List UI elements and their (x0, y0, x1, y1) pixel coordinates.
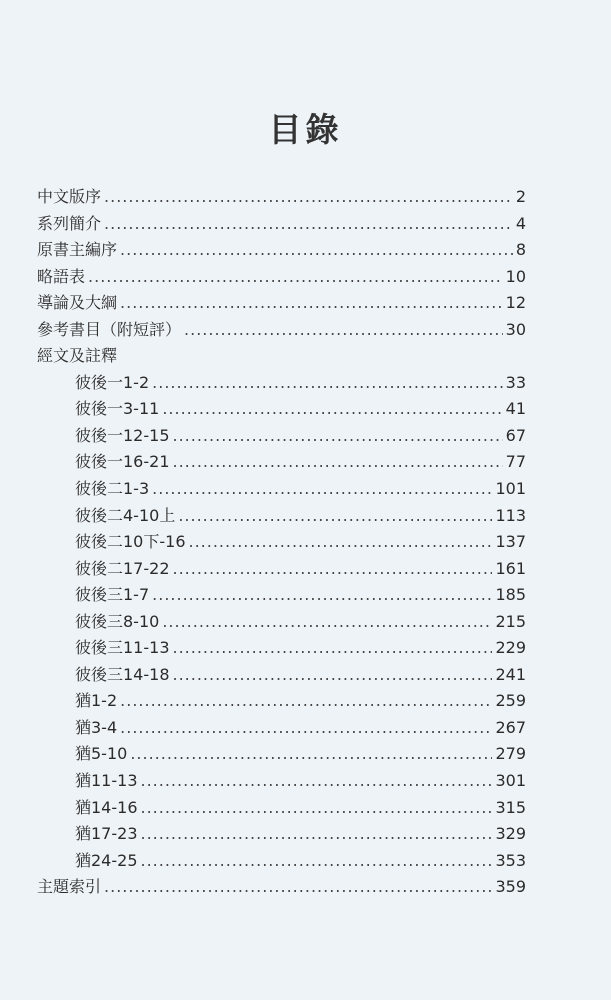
toc-subentry (37, 582, 526, 609)
toc-entry-page: 4 (515, 213, 526, 233)
toc-entry-page: 185 (495, 585, 526, 605)
toc-entry-label: 主題索引 (37, 877, 102, 897)
toc-entry-page: 30 (505, 319, 526, 339)
dot-leader (120, 237, 513, 263)
toc-subentry (37, 423, 526, 450)
toc-entry-label: 猶24-25 (75, 850, 138, 870)
toc-entry-label: 中文版序 (37, 187, 102, 206)
dot-leader (104, 211, 513, 237)
toc-subentry (37, 662, 526, 689)
toc-entry (37, 317, 526, 344)
toc-entry-page: 8 (515, 240, 526, 260)
toc-subentry (37, 635, 526, 662)
toc-section-heading (37, 343, 526, 370)
toc-entry-page: 329 (495, 824, 526, 844)
toc-subentry (37, 795, 526, 822)
toc-entry-label: 系列簡介 (37, 213, 102, 233)
toc-entry-page: 67 (505, 425, 526, 445)
dot-leader (173, 556, 493, 582)
toc-entry-label: 導論及大綱 (37, 293, 118, 313)
toc-entry-label: 猶5-10 (75, 744, 128, 764)
dot-leader (189, 529, 493, 555)
toc-entry-label: 彼後二17-22 (75, 558, 170, 578)
toc-subentry (37, 476, 526, 503)
dot-leader (130, 741, 492, 767)
toc-entry (37, 264, 526, 291)
toc-subentry (37, 688, 526, 715)
dot-leader (88, 264, 503, 290)
toc-subentry (37, 396, 526, 423)
dot-leader (120, 290, 503, 316)
toc-entry-page: 33 (505, 372, 526, 392)
dot-leader (120, 715, 492, 741)
toc-entry-label: 猶14-16 (75, 797, 138, 817)
dot-leader (104, 184, 513, 210)
toc-entry-page: 259 (495, 691, 526, 711)
toc-entry (37, 211, 526, 238)
table-of-contents (37, 184, 526, 901)
toc-entry-page: 301 (495, 771, 526, 791)
toc-entry-label: 彼後三8-10 (75, 611, 160, 631)
toc-subentry (37, 556, 526, 583)
toc-subentry (37, 609, 526, 636)
toc-entry-label: 彼後三14-18 (75, 664, 170, 684)
dot-leader (178, 503, 492, 529)
toc-entry-page: 359 (495, 877, 526, 897)
toc-subentry (37, 503, 526, 530)
toc-entry-page: 12 (505, 293, 526, 313)
dot-leader (104, 874, 492, 900)
toc-entry-label: 彼後一12-15 (75, 425, 170, 445)
dot-leader (141, 848, 493, 874)
toc-entry-label: 猶1-2 (75, 691, 118, 711)
toc-entry-label: 彼後一1-2 (75, 372, 150, 392)
toc-entry-page: 161 (495, 558, 526, 578)
toc-entry-label: 原書主編序 (37, 240, 118, 260)
dot-leader (152, 582, 492, 608)
dot-leader (141, 768, 493, 794)
toc-entry (37, 184, 526, 211)
toc-entry-label: 略語表 (37, 266, 86, 286)
toc-entry-page: 267 (495, 717, 526, 737)
dot-leader (173, 449, 503, 475)
toc-entry-label: 彼後三11-13 (75, 638, 170, 658)
toc-entry-page: 279 (495, 744, 526, 764)
toc-entry-label: 彼後一16-21 (75, 452, 170, 472)
dot-leader (152, 476, 492, 502)
toc-entry-label: 經文及註釋 (37, 346, 118, 366)
dot-leader (152, 370, 503, 396)
toc-entry-label: 參考書目（附短評） (37, 319, 182, 339)
toc-subentry (37, 821, 526, 848)
toc-entry-page: 241 (495, 664, 526, 684)
toc-entry-page: 41 (505, 399, 526, 419)
toc-entry-page: 215 (495, 611, 526, 631)
toc-subentry (37, 449, 526, 476)
toc-subentry (37, 741, 526, 768)
toc-entry (37, 290, 526, 317)
toc-subentry (37, 370, 526, 397)
toc-entry-page: 113 (495, 505, 526, 525)
toc-entry-label: 猶11-13 (75, 771, 138, 791)
dot-leader (184, 317, 503, 343)
toc-entry-label: 猶3-4 (75, 717, 118, 737)
dot-leader (162, 609, 492, 635)
toc-entry (37, 237, 526, 264)
dot-leader (173, 662, 493, 688)
toc-entry-page: 353 (495, 850, 526, 870)
toc-entry-label: 彼後一3-11 (75, 399, 160, 419)
toc-entry-page: 77 (505, 452, 526, 472)
toc-entry-label: 彼後二4-10上 (75, 505, 176, 525)
toc-entry-page: 2 (515, 187, 526, 206)
toc-subentry (37, 848, 526, 875)
toc-entry-page: 137 (495, 532, 526, 552)
toc-entry (37, 874, 526, 901)
page-title: 目錄 (268, 110, 343, 149)
toc-entry-label: 彼後二10下-16 (75, 532, 186, 552)
toc-entry-label: 彼後二1-3 (75, 479, 150, 499)
toc-subentry (37, 715, 526, 742)
dot-leader (162, 396, 502, 422)
dot-leader (173, 423, 503, 449)
dot-leader (173, 635, 493, 661)
toc-entry-page: 315 (495, 797, 526, 817)
dot-leader (141, 795, 493, 821)
toc-entry-label: 彼後三1-7 (75, 585, 150, 605)
toc-entry-page: 229 (495, 638, 526, 658)
dot-leader (141, 821, 493, 847)
toc-subentry (37, 768, 526, 795)
toc-subentry (37, 529, 526, 556)
toc-entry-page: 101 (495, 479, 526, 499)
dot-leader (120, 688, 492, 714)
toc-entry-page: 10 (505, 266, 526, 286)
toc-entry-label: 猶17-23 (75, 824, 138, 844)
